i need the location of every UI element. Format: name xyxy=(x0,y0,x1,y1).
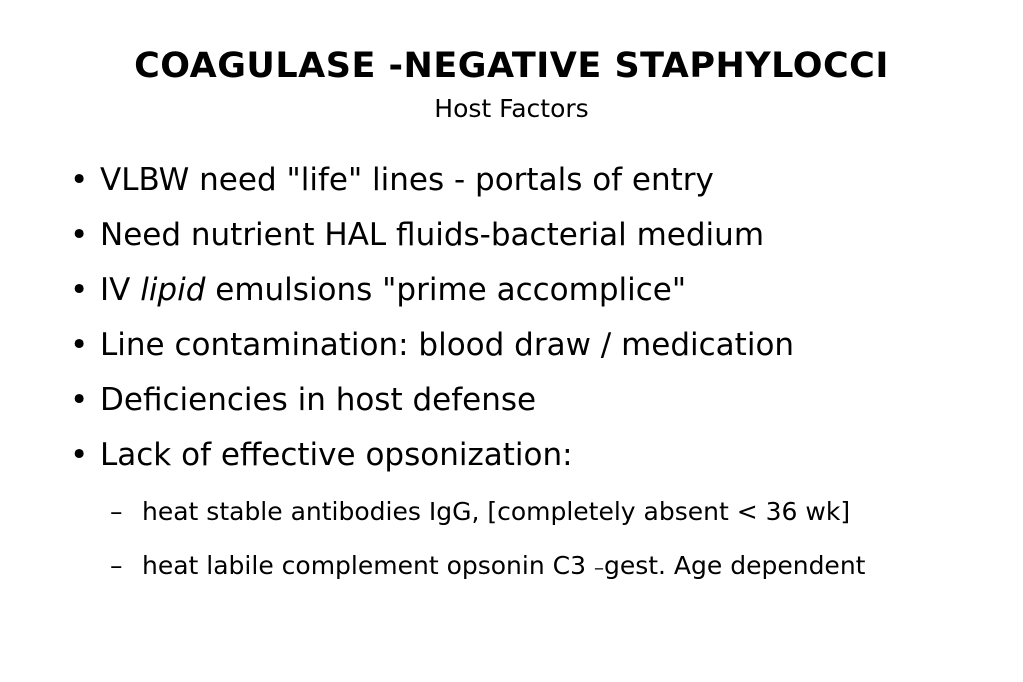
bullet-text: Lack of effective opsonization: xyxy=(100,437,573,473)
sub-bullet-marker: – xyxy=(110,551,123,580)
bullet-text: Need nutrient HAL fluids-bacterial medium xyxy=(100,217,765,253)
bullet-item xyxy=(70,325,794,365)
bullet-item xyxy=(70,160,714,200)
bullet-text-suffix: emulsions "prime accomplice" xyxy=(205,272,687,308)
sub-bullet-text-prefix: heat labile complement opsonin C3 xyxy=(142,551,594,580)
bullet-item xyxy=(70,380,536,420)
bullet-marker: • xyxy=(70,272,89,308)
sub-bullet-marker: – xyxy=(110,497,123,526)
bullet-text: VLBW need "life" lines - portals of entry xyxy=(100,162,714,198)
bullet-marker: • xyxy=(70,437,89,473)
bullet-item xyxy=(70,435,573,475)
bullet-text: Line contamination: blood draw / medication xyxy=(100,327,795,363)
bullet-marker: • xyxy=(70,217,89,253)
bullet-item xyxy=(70,215,764,255)
sub-bullet-inline-dash: – xyxy=(593,555,604,579)
bullet-text: Deficiencies in host defense xyxy=(100,382,537,418)
bullet-marker: • xyxy=(70,327,89,363)
bullet-item xyxy=(70,270,686,310)
bullet-marker: • xyxy=(70,382,89,418)
slide-title: COAGULASE -NEGATIVE STAPHYLOCCI xyxy=(134,46,889,86)
sub-bullet-text-suffix: gest. Age dependent xyxy=(603,551,866,580)
sub-bullet-item xyxy=(110,495,850,529)
sub-bullet-item xyxy=(110,549,865,584)
bullet-marker: • xyxy=(70,162,89,198)
bullet-text-prefix: IV xyxy=(100,272,141,308)
sub-bullet-text: heat stable antibodies IgG, [completely absent < 36 wk] xyxy=(142,497,851,526)
slide-subtitle: Host Factors xyxy=(434,94,589,123)
bullet-text-italic: lipid xyxy=(140,272,206,308)
